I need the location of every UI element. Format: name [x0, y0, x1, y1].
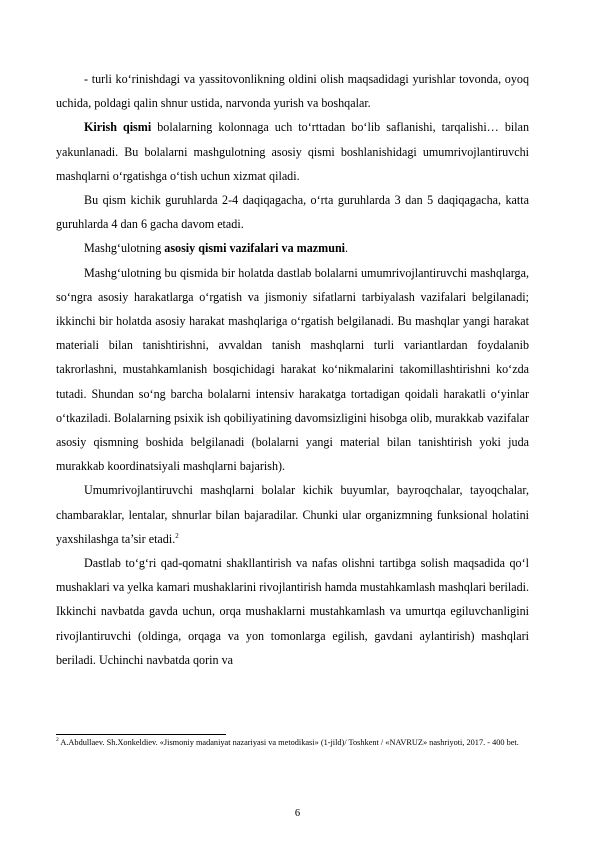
intro-part-text: bolalarning kolonnaga uch to‘rttadan bo‘lib saflanishi, tarqalishi… bilan yakunlanadi. Bu bolalarni mashgulotning asosiy qismi boshlanishidagi umumrivojlantiruvchi mashqlarni o‘rgatishga o‘tish uchun xizmat qiladi. — [56, 120, 529, 183]
intro-part-term: Kirish qismi — [84, 120, 152, 135]
heading-bold: asosiy qismi vazifalari va mazmuni — [164, 241, 346, 256]
paragraph-posture: Dastlab to‘g‘ri qad-qomatni shakllantirish va nafas olishni tartibga solish maqsadida qo‘l mushaklari va yelka kamari mushaklarini rivojlantirish hamda mustahkamlash mashqlari beriladi. Ikkinchi navbatda gavda uchun, orqa mushaklarni mustahkamlash va umurtqa egiluvchanligini rivojlantiruvchi (oldinga, orqaga va yon tomonlarga egilish, gavdani aylantirish) mashqlari beriladi. Uchinchi navbatda qorin va — [56, 556, 529, 667]
footnote-ref: 2 — [175, 531, 179, 540]
footnote — [56, 738, 529, 749]
page-number: 6 — [294, 808, 301, 819]
footnote-mark: 2 — [56, 737, 59, 744]
page-body — [56, 67, 529, 672]
footnote-text: A.Abdullaev. Sh.Xonkeldiev. «Jismoniy madaniyat nazariyasi va metodikasi» (1-jild)/ Toshkent / «NAVRUZ» nashriyoti, 2017. - 400 bet. — [58, 738, 519, 747]
exercises-text: Umumrivojlantiruvchi mashqlarni bolalar kichik buyumlar, bayroqchalar, tayoqchalar, chambaraklar, lentalar, shnurlar bilan bajaradilar. Chunki ular organizmning funksional holatini yaxshilashga ta’sir etadi. — [56, 483, 529, 546]
paragraph-exercises — [56, 478, 529, 551]
heading-suffix: . — [345, 241, 349, 256]
paragraph-main-part-heading — [56, 236, 529, 260]
paragraph-walking-types: - turli ko‘rinishdagi va yassitovonlikning oldini olish maqsadidagi yurishlar tovonda, oyoq uchida, poldagi qalin shnur ustida, narvonda yurish va boshqalar. — [56, 72, 529, 111]
paragraph-intro-part — [56, 115, 529, 188]
paragraph-duration: Bu qism kichik guruhlarda 2-4 daqiqagacha, o‘rta guruhlarda 3 dan 5 daqiqagacha, katta guruhlarda 4 dan 6 gacha davom etadi. — [56, 193, 529, 232]
heading-prefix: Mashg‘ulotning — [84, 241, 165, 256]
footnote-divider — [56, 734, 226, 735]
paragraph-main-part: Mashg‘ulotning bu qismida bir holatda dastlab bolalarni umumrivojlantiruvchi mashqlarga, so‘ngra asosiy harakatlarga o‘rgatish va jismoniy sifatlarni tarbiyalash vazifalari belgilanadi; ikkinchi bir holatda asosiy harakat mashqlariga o‘rgatish belgilanadi. Bu mashqlar yangi harakat materiali bilan tanishtirishni, avvaldan tanish mashqlarni turli variantlardan foydalanib takrorlashni, mustahkamlanish bosqichidagi harakat ko‘nikmalarini takomillashtirishni ko‘zda tutadi. Shundan so‘ng barcha bolalarni intensiv harakatga tortadigan qoidali harakatli o‘yinlar o‘tkaziladi. Bolalarning psixik ish qobiliyatining davomsizligini hisobga olib, murakkab vazifalar asosiy qismning boshida belgilanadi (bolalarni yangi material bilan tanishtirish yoki juda murakkab koordinatsiyali mashqlarni bajarish). — [56, 265, 529, 474]
